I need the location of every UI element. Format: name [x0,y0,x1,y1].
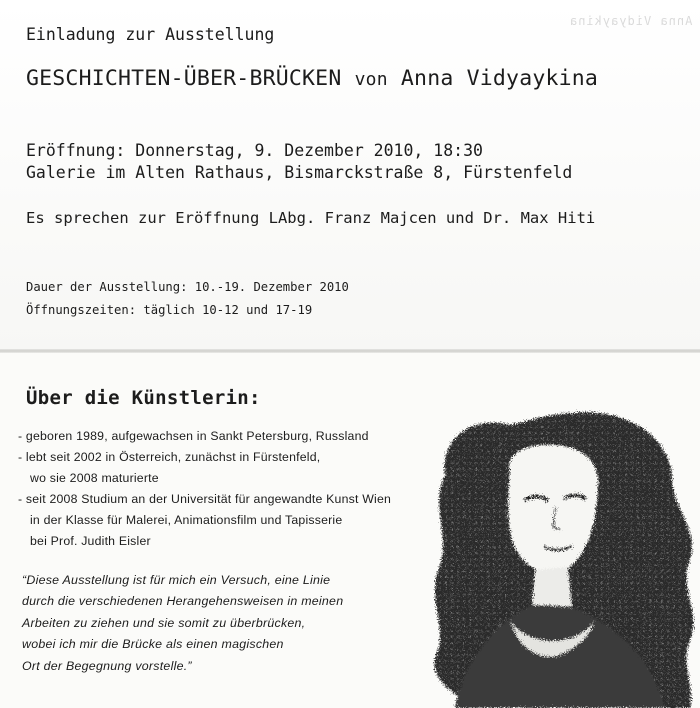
bio-item-continued: in der Klasse für Malerei, Animationsfilm und Tapisserie [30,513,343,527]
title-connector: von [354,69,388,90]
opening-speakers: Es sprechen zur Eröffnung LAbg. Franz Majcen und Dr. Max Hiti [26,209,596,227]
bio-item: - seit 2008 Studium an der Universität für angewandte Kunst Wien [18,489,391,510]
artist-bio-list [18,426,391,552]
opening-date: Eröffnung: Donnerstag, 9. Dezember 2010, 18:30 [26,141,483,160]
quote-line: “Diese Ausstellung ist für mich ein Versuch, eine Linie [22,573,331,587]
quote-line: Arbeiten zu ziehen und sie somit zu überbrücken, [22,615,306,630]
neck-shape [532,567,572,607]
invitation-label: Einladung zur Ausstellung [26,25,275,44]
bio-item-continued: wo sie 2008 maturierte [30,471,159,485]
exhibition-title: GESCHICHTEN-ÜBER-BRÜCKEN [26,66,342,91]
bio-item: - geboren 1989, aufgewachsen in Sankt Petersburg, Russland [18,426,391,447]
quote-line: durch die verschiedenen Herangehensweisen in meinen [22,594,344,609]
artist-quote [22,570,343,677]
fold-line [0,349,700,353]
bio-item: - lebt seit 2002 in Österreich, zunächst in Fürstenfeld, [18,447,391,468]
opening-hours: Öffnungszeiten: täglich 10-12 und 17-19 [26,303,313,317]
exhibition-duration: Dauer der Ausstellung: 10.-19. Dezember 2010 [26,280,349,294]
quote-line: Ort der Begegnung vorstelle.” [22,658,192,673]
about-artist-heading: Über die Künstlerin: [26,387,261,409]
show-through-text: Anna Vidyaykina [568,14,692,28]
exhibition-title-line [26,66,598,91]
artist-name: Anna Vidyaykina [400,66,599,91]
venue-address: Galerie im Alten Rathaus, Bismarckstraße 8, Fürstenfeld [26,163,573,182]
artist-portrait-drawing [360,395,700,708]
show-through-artist-name [569,14,692,29]
quote-line: wobei ich mir die Brücke als einen magischen [22,637,284,652]
bio-item-continued: bei Prof. Judith Eisler [30,534,151,548]
